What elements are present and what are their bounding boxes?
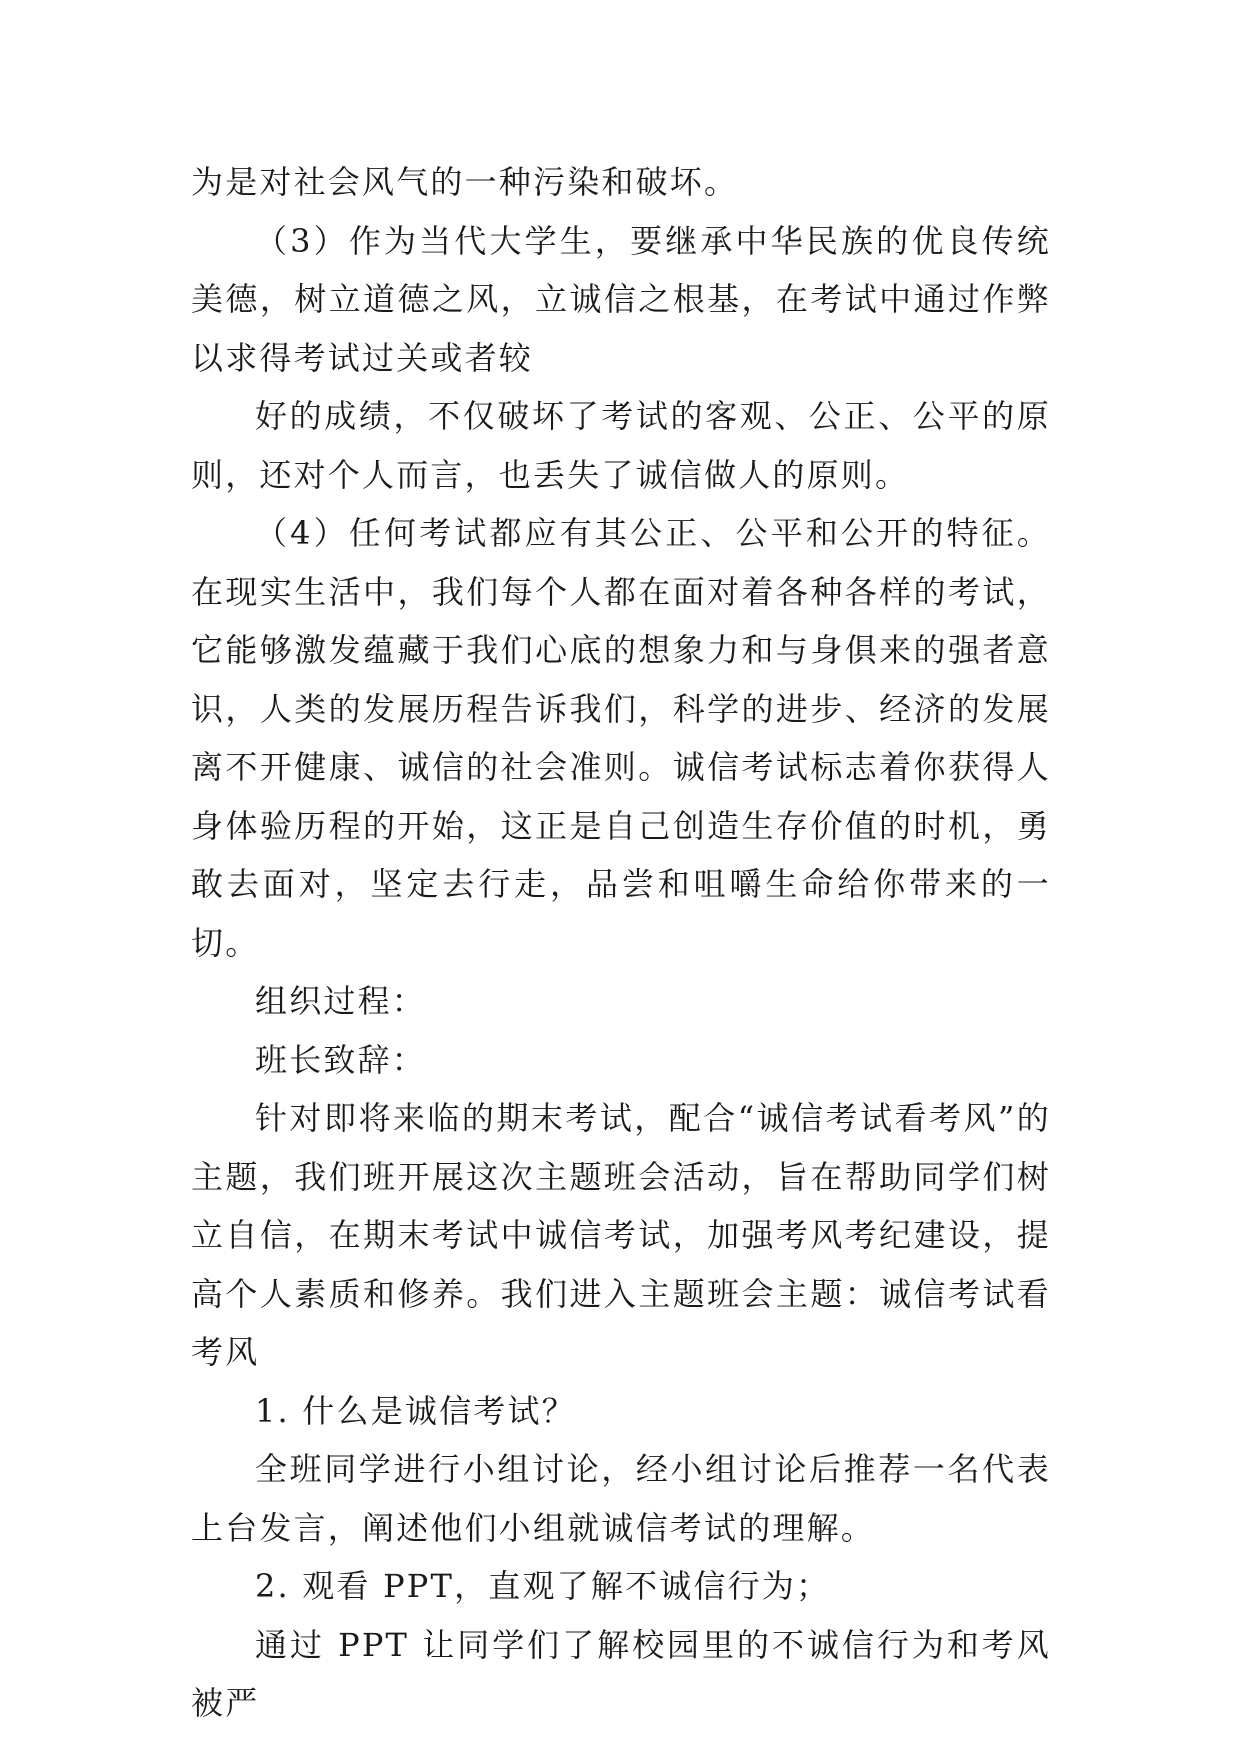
paragraph: （4）任何考试都应有其公正、公平和公开的特征。在现实生活中，我们每个人都在面对着各种各样的考试，它能够激发蕴藏于我们心底的想象力和与身俱来的强者意识，人类的发展历程告诉我们，科学的进步、经济的发展离不开健康、诚信的社会准则。诚信考试标志着你获得人身体验历程的开始，这正是自己创造生存价值的时机，勇敢去面对，坚定去行走，品尝和咀嚼生命给你带来的一切。 [191, 514, 1051, 962]
list-item-heading: 2. 观看 PPT，直观了解不诚信行为； [255, 1567, 831, 1605]
section-heading: 班长致辞： [255, 1040, 427, 1079]
paragraph: 为是对社会风气的一种污染和破坏。 [191, 163, 739, 201]
paragraph: （3）作为当代大学生，要继承中华民族的优良传统美德，树立道德之风，立诚信之根基，在考试中通过作弊以求得考试过关或者较 [191, 221, 1051, 377]
paragraph: 通过 PPT 让同学们了解校园里的不诚信行为和考风被严 [191, 1625, 1051, 1722]
paragraph: 全班同学进行小组讨论，经小组讨论后推荐一名代表上台发言，阐述他们小组就诚信考试的理解。 [191, 1450, 1051, 1547]
paragraph: 好的成绩，不仅破坏了考试的客观、公正、公平的原则，还对个人而言，也丢失了诚信做人的原则。 [191, 397, 1051, 494]
list-item-heading: 1. 什么是诚信考试？ [255, 1391, 576, 1430]
section-heading: 组织过程： [255, 982, 427, 1020]
paragraph: 针对即将来临的期末考试，配合“诚信考试看考风”的主题，我们班开展这次主题班会活动，旨在帮助同学们树立自信，在期末考试中诚信考试，加强考风考纪建设，提高个人素质和修养。我们进入主题班会主题：诚信考试看考风 [191, 1099, 1051, 1371]
document-body [191, 153, 1051, 1733]
